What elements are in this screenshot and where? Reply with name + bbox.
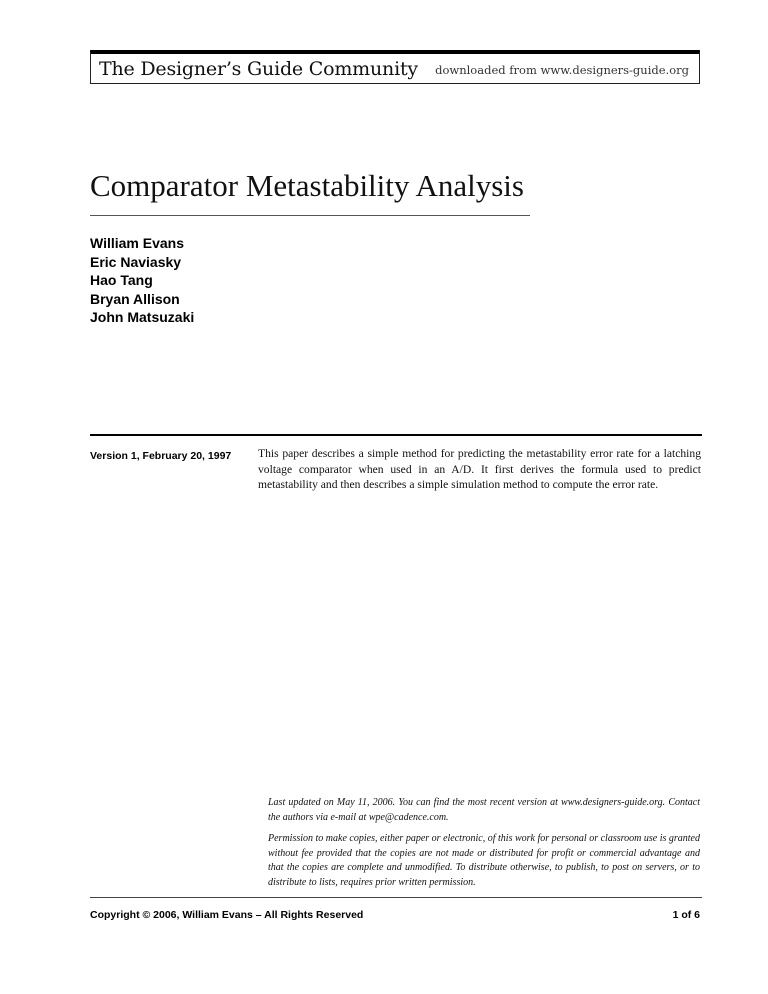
last-updated-note: Last updated on May 11, 2006. You can find the most recent version at www.designers-guide.org. Contact the authors via e-mail at wpe@cadence.com.	[268, 797, 700, 823]
paper-title: Comparator Metastability Analysis	[90, 168, 524, 203]
author-name: John Matsuzaki	[90, 309, 195, 325]
author-list	[90, 234, 194, 327]
banner-download-source: downloaded from www.designers-guide.org	[435, 63, 689, 77]
abstract-divider	[90, 434, 702, 436]
version-label: Version 1, February 20, 1997	[90, 450, 232, 462]
author-name: William Evans	[90, 235, 185, 251]
copyright-notice: Copyright © 2006, William Evans – All Rights Reserved	[90, 909, 364, 921]
abstract-text: This paper describes a simple method for predicting the metastability error rate for a latching voltage comparator when used in an A/D. It first derives the formula used to predict metastability and then describes a simple simulation method to compute the error rate.	[258, 447, 701, 492]
banner-site-name: The Designer’s Guide Community	[99, 58, 418, 80]
site-banner	[90, 50, 700, 84]
author-name: Bryan Allison	[90, 290, 180, 307]
footer-divider	[90, 897, 702, 898]
page-number: 1 of 6	[672, 909, 700, 921]
permission-note: Permission to make copies, either paper or electronic, of this work for personal or classroom use is granted without fee provided that the copies are not made or distributed for profit or commercial advantage and that the copies are complete and unmodified. To distribute otherwise, to publish, to post on servers, or to distribute to lists, requires prior written permission.	[268, 833, 700, 888]
title-divider	[90, 215, 530, 216]
author-name: Hao Tang	[90, 272, 153, 288]
author-name: Eric Naviasky	[90, 253, 182, 270]
